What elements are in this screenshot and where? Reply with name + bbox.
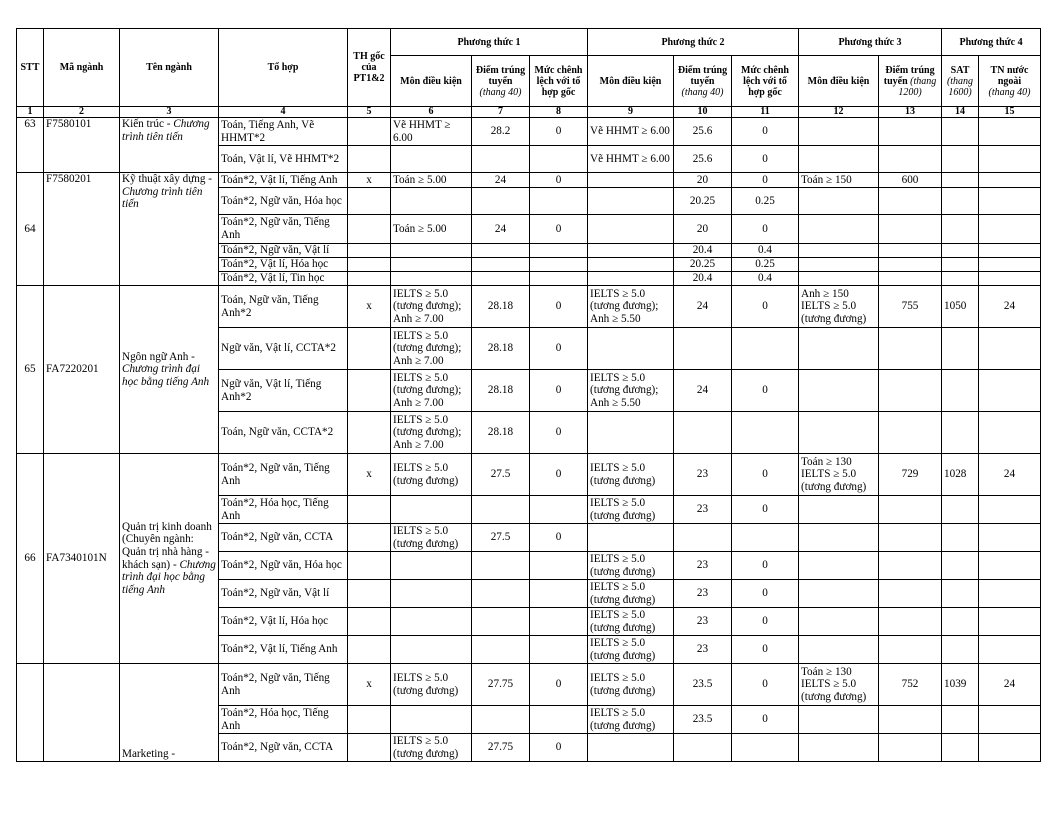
table-row: Toán, Vật lí, Vẽ HHMT*2 Vẽ HHMT ≥ 6.00 25.6 0 bbox=[17, 146, 1041, 173]
header-sat: SAT (thang 1600) bbox=[942, 56, 979, 107]
header-phuong-thuc-4: Phương thức 4 bbox=[942, 29, 1041, 56]
header-th-goc: TH gốc của PT1&2 bbox=[348, 29, 391, 107]
table-row: Toán*2, Vật lí, Hóa học 20.25 0.25 bbox=[17, 258, 1041, 272]
to-hop-cell: Toán*2, Vật lí, Tiếng Anh bbox=[219, 636, 348, 664]
stt-cell: 63 bbox=[17, 118, 44, 173]
to-hop-cell: Toán*2, Ngữ văn, Vật lí bbox=[219, 244, 348, 258]
table-row: Toán*2, Ngữ văn, Hóa học 20.25 0.25 bbox=[17, 188, 1041, 215]
header-ma-nganh: Mã ngành bbox=[44, 29, 120, 107]
header-pt3-mon-dieu-kien: Môn điều kiện bbox=[799, 56, 879, 107]
table-row: Marketing - Toán*2, Ngữ văn, Tiếng Anh x IELTS ≥ 5.0 (tương đương) 27.75 0 IELTS ≥ 5.0 (tương đương) 23.5 0 Toán ≥ 130 IELTS ≥ 5.0 (tương đương) 752 1039 24 bbox=[17, 664, 1041, 706]
header-to-hop: Tổ hợp bbox=[219, 29, 348, 107]
table-row: 65 FA7220201 Ngôn ngữ Anh - Chương trình đại học bằng tiếng Anh Toán, Ngữ văn, Tiếng Anh*2 x IELTS ≥ 5.0 (tương đương); Anh ≥ 7.00 28.18 0 IELTS ≥ 5.0 (tương đương); Anh ≥ 5.50 24 0 Anh ≥ 150 IELTS ≥ 5.0 (tương đương) 755 1050 24 bbox=[17, 286, 1041, 328]
ma-nganh-cell bbox=[44, 664, 120, 762]
column-number-row: 1 2 3 4 5 6 7 8 9 10 11 12 13 14 15 bbox=[17, 107, 1041, 118]
to-hop-cell: Toán*2, Ngữ văn, Hóa học bbox=[219, 188, 348, 215]
to-hop-cell: Ngữ văn, Vật lí, Tiếng Anh*2 bbox=[219, 370, 348, 412]
table-row: Toán*2, Vật lí, Tin học 20.4 0.4 bbox=[17, 272, 1041, 286]
stt-cell bbox=[17, 664, 44, 762]
header-phuong-thuc-3: Phương thức 3 bbox=[799, 29, 942, 56]
ma-nganh-cell: F7580201 bbox=[44, 173, 120, 286]
to-hop-cell: Toán*2, Ngữ văn, Tiếng Anh bbox=[219, 215, 348, 244]
table-row: Toán*2, Ngữ văn, Vật lí IELTS ≥ 5.0 (tương đương) 23 0 bbox=[17, 580, 1041, 608]
table-row: Toán*2, Vật lí, Hóa học IELTS ≥ 5.0 (tương đương) 23 0 bbox=[17, 608, 1041, 636]
ten-nganh-cell: Kiến trúc - Chương trình tiên tiến bbox=[120, 118, 219, 173]
to-hop-cell: Toán, Ngữ văn, CCTA*2 bbox=[219, 412, 348, 454]
header-pt2-mon-dieu-kien: Môn điều kiện bbox=[588, 56, 674, 107]
to-hop-cell: Toán*2, Ngữ văn, CCTA bbox=[219, 524, 348, 552]
stt-cell: 65 bbox=[17, 286, 44, 454]
header-phuong-thuc-1: Phương thức 1 bbox=[391, 29, 588, 56]
header-pt1-chenh-lech: Mức chênh lệch với tổ hợp gốc bbox=[530, 56, 588, 107]
to-hop-cell: Toán*2, Vật lí, Hóa học bbox=[219, 608, 348, 636]
to-hop-cell: Toán, Ngữ văn, Tiếng Anh*2 bbox=[219, 286, 348, 328]
to-hop-cell: Toán, Tiếng Anh, Vẽ HHMT*2 bbox=[219, 118, 348, 146]
header-pt3-diem: Điểm trúng tuyển (thang 1200) bbox=[879, 56, 942, 107]
to-hop-cell: Ngữ văn, Vật lí, CCTA*2 bbox=[219, 328, 348, 370]
admission-scores-table bbox=[16, 28, 1041, 762]
header-tn-nuoc-ngoai: TN nước ngoài (thang 40) bbox=[979, 56, 1041, 107]
header-stt: STT bbox=[17, 29, 44, 107]
table-row: Toán*2, Ngữ văn, CCTA IELTS ≥ 5.0 (tương đương) 27.5 0 bbox=[17, 524, 1041, 552]
table-row: 66 FA7340101N Quản trị kinh doanh (Chuyên ngành: Quản trị nhà hàng - khách sạn) - Chương trình đại học bằng tiếng Anh Toán*2, Ngữ văn, Tiếng Anh x IELTS ≥ 5.0 (tương đương) 27.5 0 IELTS ≥ 5.0 (tương đương) 23 0 Toán ≥ 130 IELTS ≥ 5.0 (tương đương) 729 1028 24 bbox=[17, 454, 1041, 496]
header-pt2-chenh-lech: Mức chênh lệch với tổ hợp gốc bbox=[732, 56, 799, 107]
ten-nganh-cell: Ngôn ngữ Anh - Chương trình đại học bằng tiếng Anh bbox=[120, 286, 219, 454]
to-hop-cell: Toán*2, Ngữ văn, Tiếng Anh bbox=[219, 664, 348, 706]
to-hop-cell: Toán*2, Ngữ văn, Tiếng Anh bbox=[219, 454, 348, 496]
header-pt1-mon-dieu-kien: Môn điều kiện bbox=[391, 56, 472, 107]
table-row: 63 F7580101 Kiến trúc - Chương trình tiên tiến Toán, Tiếng Anh, Vẽ HHMT*2 Vẽ HHMT ≥ 6.00 28.2 0 Vẽ HHMT ≥ 6.00 25.6 0 bbox=[17, 118, 1041, 146]
table-row: Toán*2, Ngữ văn, CCTA IELTS ≥ 5.0 (tương đương) 27.75 0 bbox=[17, 734, 1041, 762]
to-hop-cell: Toán*2, Ngữ văn, CCTA bbox=[219, 734, 348, 762]
header-pt2-diem: Điểm trúng tuyển (thang 40) bbox=[674, 56, 732, 107]
to-hop-cell: Toán*2, Hóa học, Tiếng Anh bbox=[219, 496, 348, 524]
ten-nganh-cell: Quản trị kinh doanh (Chuyên ngành: Quản trị nhà hàng - khách sạn) - Chương trình đại học bằng tiếng Anh bbox=[120, 454, 219, 664]
to-hop-cell: Toán*2, Vật lí, Hóa học bbox=[219, 258, 348, 272]
ten-nganh-cell: Marketing - bbox=[120, 664, 219, 762]
header-ten-nganh: Tên ngành bbox=[120, 29, 219, 107]
ma-nganh-cell: F7580101 bbox=[44, 118, 120, 173]
to-hop-cell: Toán*2, Hóa học, Tiếng Anh bbox=[219, 706, 348, 734]
ma-nganh-cell: FA7220201 bbox=[44, 286, 120, 454]
table-row: Toán*2, Hóa học, Tiếng Anh IELTS ≥ 5.0 (tương đương) 23.5 0 bbox=[17, 706, 1041, 734]
table-row: 64 F7580201 Kỹ thuật xây dựng - Chương trình tiên tiến Toán*2, Vật lí, Tiếng Anh x Toán ≥ 5.00 24 0 20 0 Toán ≥ 150 600 bbox=[17, 173, 1041, 188]
table-row: Toán*2, Ngữ văn, Tiếng Anh Toán ≥ 5.00 24 0 20 0 bbox=[17, 215, 1041, 244]
ma-nganh-cell: FA7340101N bbox=[44, 454, 120, 664]
table-row: Toán*2, Ngữ văn, Vật lí 20.4 0.4 bbox=[17, 244, 1041, 258]
table-row: Ngữ văn, Vật lí, CCTA*2 IELTS ≥ 5.0 (tương đương); Anh ≥ 7.00 28.18 0 bbox=[17, 328, 1041, 370]
table-row: Toán*2, Hóa học, Tiếng Anh IELTS ≥ 5.0 (tương đương) 23 0 bbox=[17, 496, 1041, 524]
to-hop-cell: Toán*2, Vật lí, Tin học bbox=[219, 272, 348, 286]
to-hop-cell: Toán*2, Ngữ văn, Vật lí bbox=[219, 580, 348, 608]
to-hop-cell: Toán, Vật lí, Vẽ HHMT*2 bbox=[219, 146, 348, 173]
table-row: Toán*2, Ngữ văn, Hóa học IELTS ≥ 5.0 (tương đương) 23 0 bbox=[17, 552, 1041, 580]
to-hop-cell: Toán*2, Ngữ văn, Hóa học bbox=[219, 552, 348, 580]
stt-cell: 66 bbox=[17, 454, 44, 664]
table-row: Toán, Ngữ văn, CCTA*2 IELTS ≥ 5.0 (tương đương); Anh ≥ 7.00 28.18 0 bbox=[17, 412, 1041, 454]
stt-cell: 64 bbox=[17, 173, 44, 286]
table-row: Toán*2, Vật lí, Tiếng Anh IELTS ≥ 5.0 (tương đương) 23 0 bbox=[17, 636, 1041, 664]
table-row: Ngữ văn, Vật lí, Tiếng Anh*2 IELTS ≥ 5.0 (tương đương); Anh ≥ 7.00 28.18 0 IELTS ≥ 5.0 (tương đương); Anh ≥ 5.50 24 0 bbox=[17, 370, 1041, 412]
header-pt1-diem: Điểm trúng tuyển (thang 40) bbox=[472, 56, 530, 107]
ten-nganh-cell: Kỹ thuật xây dựng - Chương trình tiên tiến bbox=[120, 173, 219, 286]
to-hop-cell: Toán*2, Vật lí, Tiếng Anh bbox=[219, 173, 348, 188]
header-phuong-thuc-2: Phương thức 2 bbox=[588, 29, 799, 56]
